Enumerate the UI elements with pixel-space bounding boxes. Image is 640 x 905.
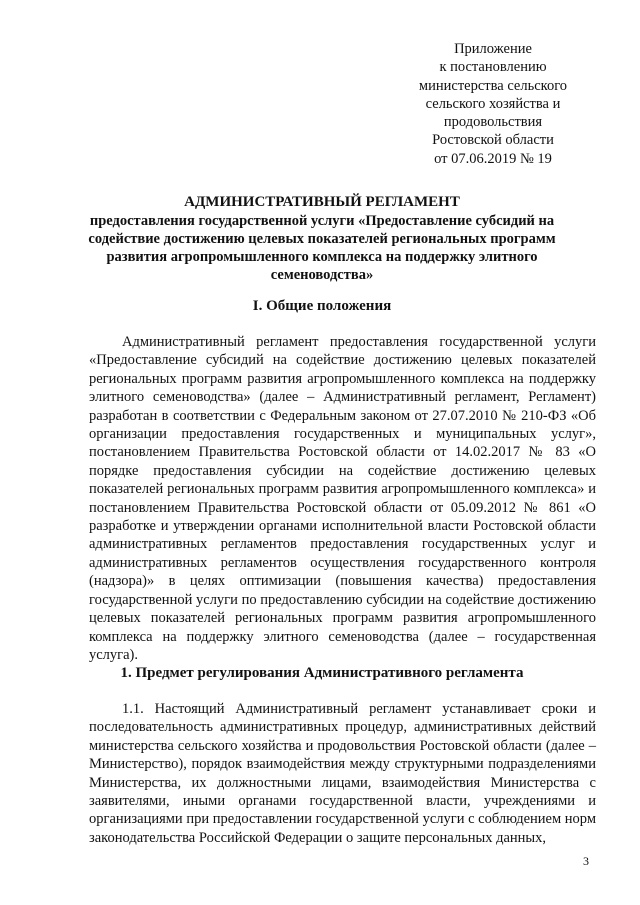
appendix-line: продовольствия	[443, 114, 543, 131]
document-subtitle: предоставления государственной услуги «Предоставление субсидий на содействие достижению целевых показателей региональных программ развития агропромышленного комплекса на поддержку элитного семеноводства»	[88, 213, 556, 283]
appendix-block	[398, 40, 588, 168]
appendix-line: Приложение	[454, 41, 532, 57]
document-title: АДМИНИСТРАТИВНЫЙ РЕГЛАМЕНТ	[184, 194, 460, 210]
section-heading-subject: 1. Предмет регулирования Административного регламента	[120, 665, 524, 681]
appendix-date-line: от 07.06.2019 № 19	[434, 150, 552, 167]
section-heading-general: I. Общие положения	[252, 298, 392, 314]
appendix-line: министерства сельского	[418, 77, 568, 94]
appendix-line: Ростовской области	[432, 132, 554, 149]
appendix-line: к постановлению	[439, 59, 547, 76]
paragraph-general-provisions: Административный регламент предоставления государственной услуги «Предоставление субсидий на содействие достижению целевых показателей региональных программ развития агропромышленного комплекса на поддержку элитного семеноводства» (далее – Административный регламент, Регламент) разработан в соответствии с Федеральным законом от 27.07.2010 № 210-ФЗ «Об организации предоставления государственных и муниципальных услуг», постановлением Правительства Ростовской области от 14.02.2017 № 83 «О порядке предоставления субсидии на содействие достижению целевых показателей региональных программ развития агропромышленного комплекса» и постановлением Правительства Ростовской области от 05.09.2012 № 861 «О разработке и утверждении органами исполнительной власти Ростовской области административных регламентов предоставления государственных услуг и административных регламентов осуществления государственного контроля (надзора)» в целях оптимизации (повышения качества) предоставления государственной услуги по предоставлению субсидии на содействие достижению целевых показателей региональных программ развития агропромышленного комплекса на поддержку элитного семеноводства (далее – государственная услуга).	[89, 334, 596, 663]
page-number: 3	[583, 854, 589, 868]
appendix-line: сельского хозяйства и	[425, 95, 561, 112]
document-title-block	[82, 193, 562, 284]
paragraph-subject-regulation: 1.1. Настоящий Административный регламент устанавливает сроки и последовательность административных процедур, административных действий министерства сельского хозяйства и продовольствия Ростовской области (далее – Министерство), порядок взаимодействия между структурными подразделениями Министерства, их должностными лицами, взаимодействия Министерства с заявителями, иными органами государственной власти, учреждениями и организациями при предоставлении государственной услуги с соблюдением норм законодательства Российской Федерации о защите персональных данных,	[89, 701, 596, 846]
